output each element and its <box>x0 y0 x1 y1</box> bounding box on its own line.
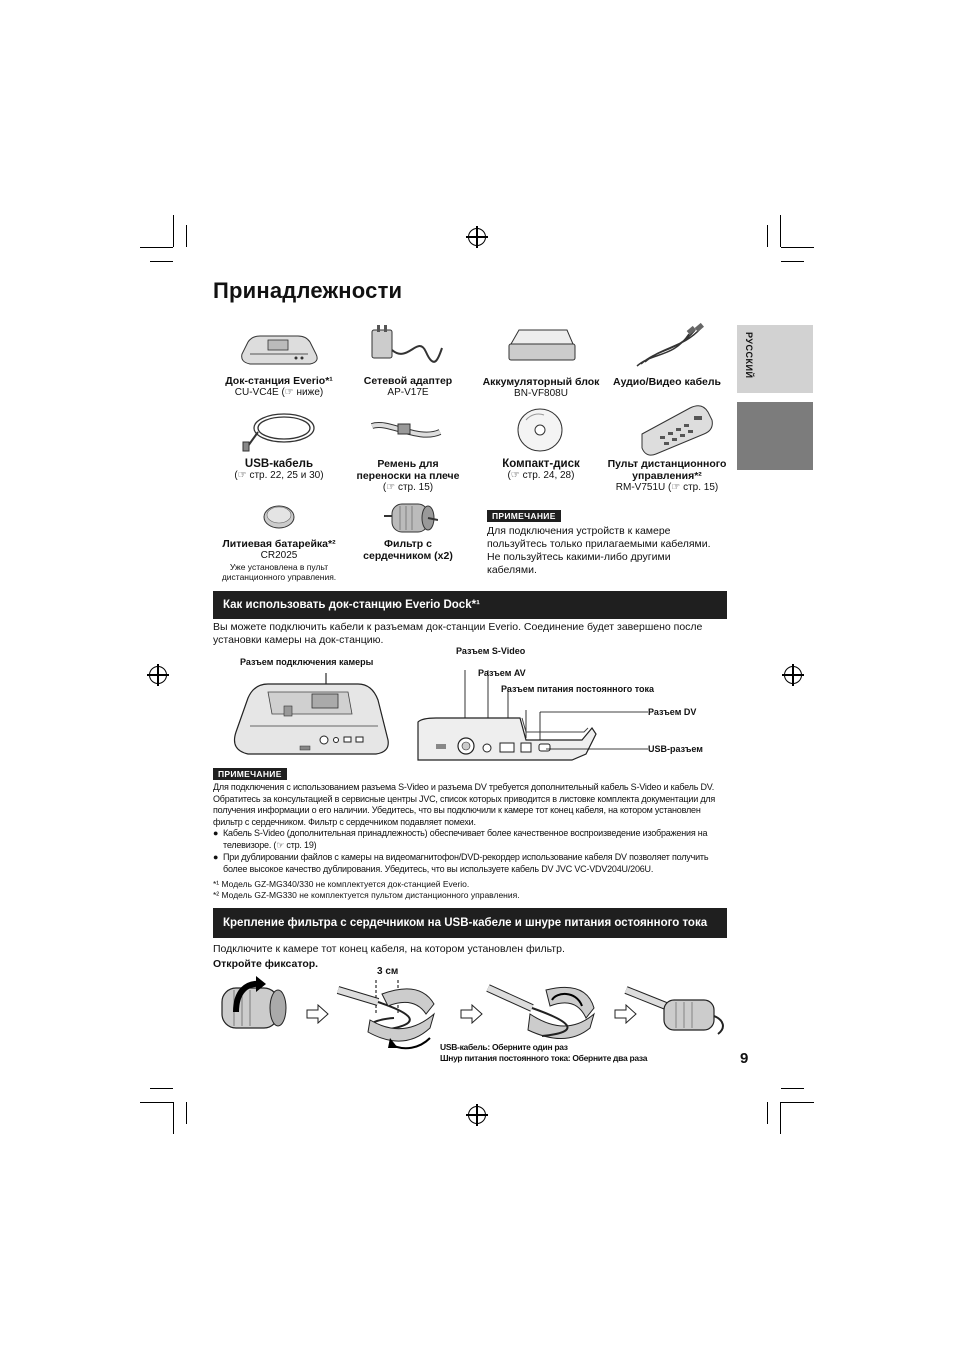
accessory-battery-pack <box>474 376 608 400</box>
lithium-battery-icon <box>262 504 296 530</box>
crop-mark <box>140 1102 173 1103</box>
filter-closed-icon <box>624 982 728 1042</box>
section-tab <box>737 402 813 470</box>
core-filter-open-icon <box>216 972 292 1042</box>
language-tab-label: РУССКИЙ <box>744 332 754 379</box>
section-header: Крепление фильтра с сердечником на USB-кабеле и шнуре питания остоянного тока <box>213 908 727 938</box>
accessory-name: Аудио/Видео кабель <box>612 376 722 388</box>
label-dv: Разъем DV <box>648 707 697 717</box>
label-av: Разъем AV <box>478 668 526 678</box>
core-filter-icon <box>382 498 438 538</box>
note-text: Для подключения с использованием разъема S-Video и разъема DV требуется дополнительный кабель S-Video и кабель DV. Обратитесь за консультацией в сервисные центры JVC, список которых приводится в листовке комплекта документации для получения информации о его наличии. Убедитесь, что вы подключили к камере тот конец кабеля, на котором установлен фильтр с сердечником. Фильтр с сердечником подавляет помехи. <box>213 782 716 827</box>
accessory-name: Док-станция Everio*¹ <box>225 375 333 387</box>
crop-mark <box>150 261 173 262</box>
usb-cable-icon <box>240 408 320 452</box>
label-usb: USB-разъем <box>648 744 703 754</box>
bullet-icon: ● <box>213 828 219 838</box>
accessory-name: Аккумуляторный блок <box>482 376 600 388</box>
footnote: *² Модель GZ-MG330 не комплектуется пультом дистанционного управления. <box>213 890 520 900</box>
cable-wrap-icon <box>486 978 600 1044</box>
accessory-cd-rom <box>474 458 608 482</box>
crop-mark <box>780 1102 781 1134</box>
crop-mark <box>173 215 174 247</box>
bullet-text: При дублировании файлов с камеры на видеомагнитофон/DVD-рекордер использование кабеля DV позволяет получить более высокое качество дублирования. Убедитесь, что вы используете кабель DV JVC VC-VDV204U/206U. <box>223 852 709 874</box>
cd-rom-icon <box>514 406 566 454</box>
arrow-right-icon <box>460 1004 484 1024</box>
label-svideo: Разъем S-Video <box>456 646 526 656</box>
accessory-name: Компакт-диск <box>502 458 580 470</box>
crop-mark <box>186 1102 187 1124</box>
crop-mark <box>186 225 187 247</box>
registration-mark-icon <box>784 666 802 684</box>
crop-mark <box>140 247 173 248</box>
note-bullet <box>213 828 729 851</box>
label-dc: Разъем питания постоянного тока <box>501 684 654 694</box>
accessory-name: Фильтр с сердечником (x2) <box>363 538 453 562</box>
caption-usb-cable: USB-кабель: Оберните один раз <box>440 1042 568 1052</box>
bullet-text: Кабель S-Video (дополнительная принадлежность) обеспечивает более качественное воспроизведение изображения на телевизоре. (☞ стр. 19) <box>223 828 708 850</box>
crop-mark <box>780 215 781 247</box>
registration-mark-icon <box>149 666 167 684</box>
accessory-reference: (☞ стр. 15) <box>382 482 434 493</box>
caption-dc-cord: Шнур питания постоянного тока: Оберните два раза <box>440 1053 648 1063</box>
accessory-ac-adapter <box>345 375 471 399</box>
step-instruction: Откройте фиксатор. <box>213 958 319 970</box>
registration-mark-icon <box>468 228 486 246</box>
accessory-core-filter <box>350 538 466 562</box>
page-number: 9 <box>740 1050 749 1067</box>
accessory-reference: (☞ стр. 24, 28) <box>507 470 575 481</box>
accessory-dock-station <box>212 375 346 399</box>
accessory-model: BN-VF808U <box>514 388 568 399</box>
shoulder-strap-icon <box>368 412 444 448</box>
cable-insert-icon <box>334 974 446 1056</box>
accessory-model: AP-V17E <box>387 387 429 398</box>
section-intro: Подключите к камере тот конец кабеля, на котором установлен фильтр. <box>213 943 565 955</box>
accessory-shoulder-strap <box>350 458 466 494</box>
remote-control-icon <box>636 404 716 456</box>
accessory-av-cable <box>600 376 734 388</box>
accessory-usb-cable <box>212 458 346 482</box>
accessory-name: Ремень для переноски на плече <box>356 458 460 482</box>
arrow-right-icon <box>306 1004 330 1024</box>
accessory-lithium-battery <box>212 538 346 582</box>
crop-mark <box>150 1088 173 1089</box>
crop-mark <box>173 1102 174 1134</box>
accessory-name: USB-кабель <box>244 458 314 470</box>
crop-mark <box>781 247 814 248</box>
page-title: Принадлежности <box>213 278 403 303</box>
crop-mark <box>781 1102 814 1103</box>
section-header: Как использовать док-станцию Everio Dock*¹ <box>213 591 727 619</box>
note-text: Для подключения устройств к камере пользуйтесь только прилагаемыми кабелями. Не пользуйтесь какими-либо другими кабелями. <box>487 525 711 576</box>
accessory-extra: Уже установлена в пульт дистанционного управления. <box>221 562 337 582</box>
accessory-model: CR2025 <box>260 550 298 561</box>
av-cable-icon <box>633 322 717 370</box>
dock-station-icon <box>236 328 322 368</box>
crop-mark <box>781 261 804 262</box>
accessory-remote-control <box>604 458 730 494</box>
note-badge: ПРИМЕЧАНИЕ <box>487 510 561 522</box>
accessory-name: Сетевой адаптер <box>363 375 453 387</box>
section-intro: Вы можете подключить кабели к разъемам док-станции Everio. Соединение будет завершено после установки камеры на док-станцию. <box>213 621 703 646</box>
dock-station-top-view <box>228 670 396 762</box>
accessory-model: RM-V751U (☞ стр. 15) <box>615 482 719 493</box>
battery-pack-icon <box>505 326 577 366</box>
leader-lines <box>536 706 648 756</box>
label-camera-connector: Разъем подключения камеры <box>240 657 374 667</box>
ac-adapter-icon <box>368 324 444 370</box>
crop-mark <box>767 1102 768 1124</box>
crop-mark <box>767 225 768 247</box>
footnote: *¹ Модель GZ-MG340/330 не комплектуется док-станцией Everio. <box>213 879 470 889</box>
crop-mark <box>781 1088 804 1089</box>
bullet-icon: ● <box>213 852 219 862</box>
accessory-model: CU-VC4E (☞ ниже) <box>234 387 324 398</box>
measure-label: 3 см <box>377 966 399 977</box>
note-badge: ПРИМЕЧАНИЕ <box>213 768 287 780</box>
note-bullet <box>213 852 729 875</box>
registration-mark-icon <box>468 1106 486 1124</box>
accessory-name: Литиевая батарейка*² <box>222 538 336 550</box>
accessory-reference: (☞ стр. 22, 25 и 30) <box>234 470 324 481</box>
accessory-name: Пульт дистанционного управления*² <box>607 458 727 482</box>
